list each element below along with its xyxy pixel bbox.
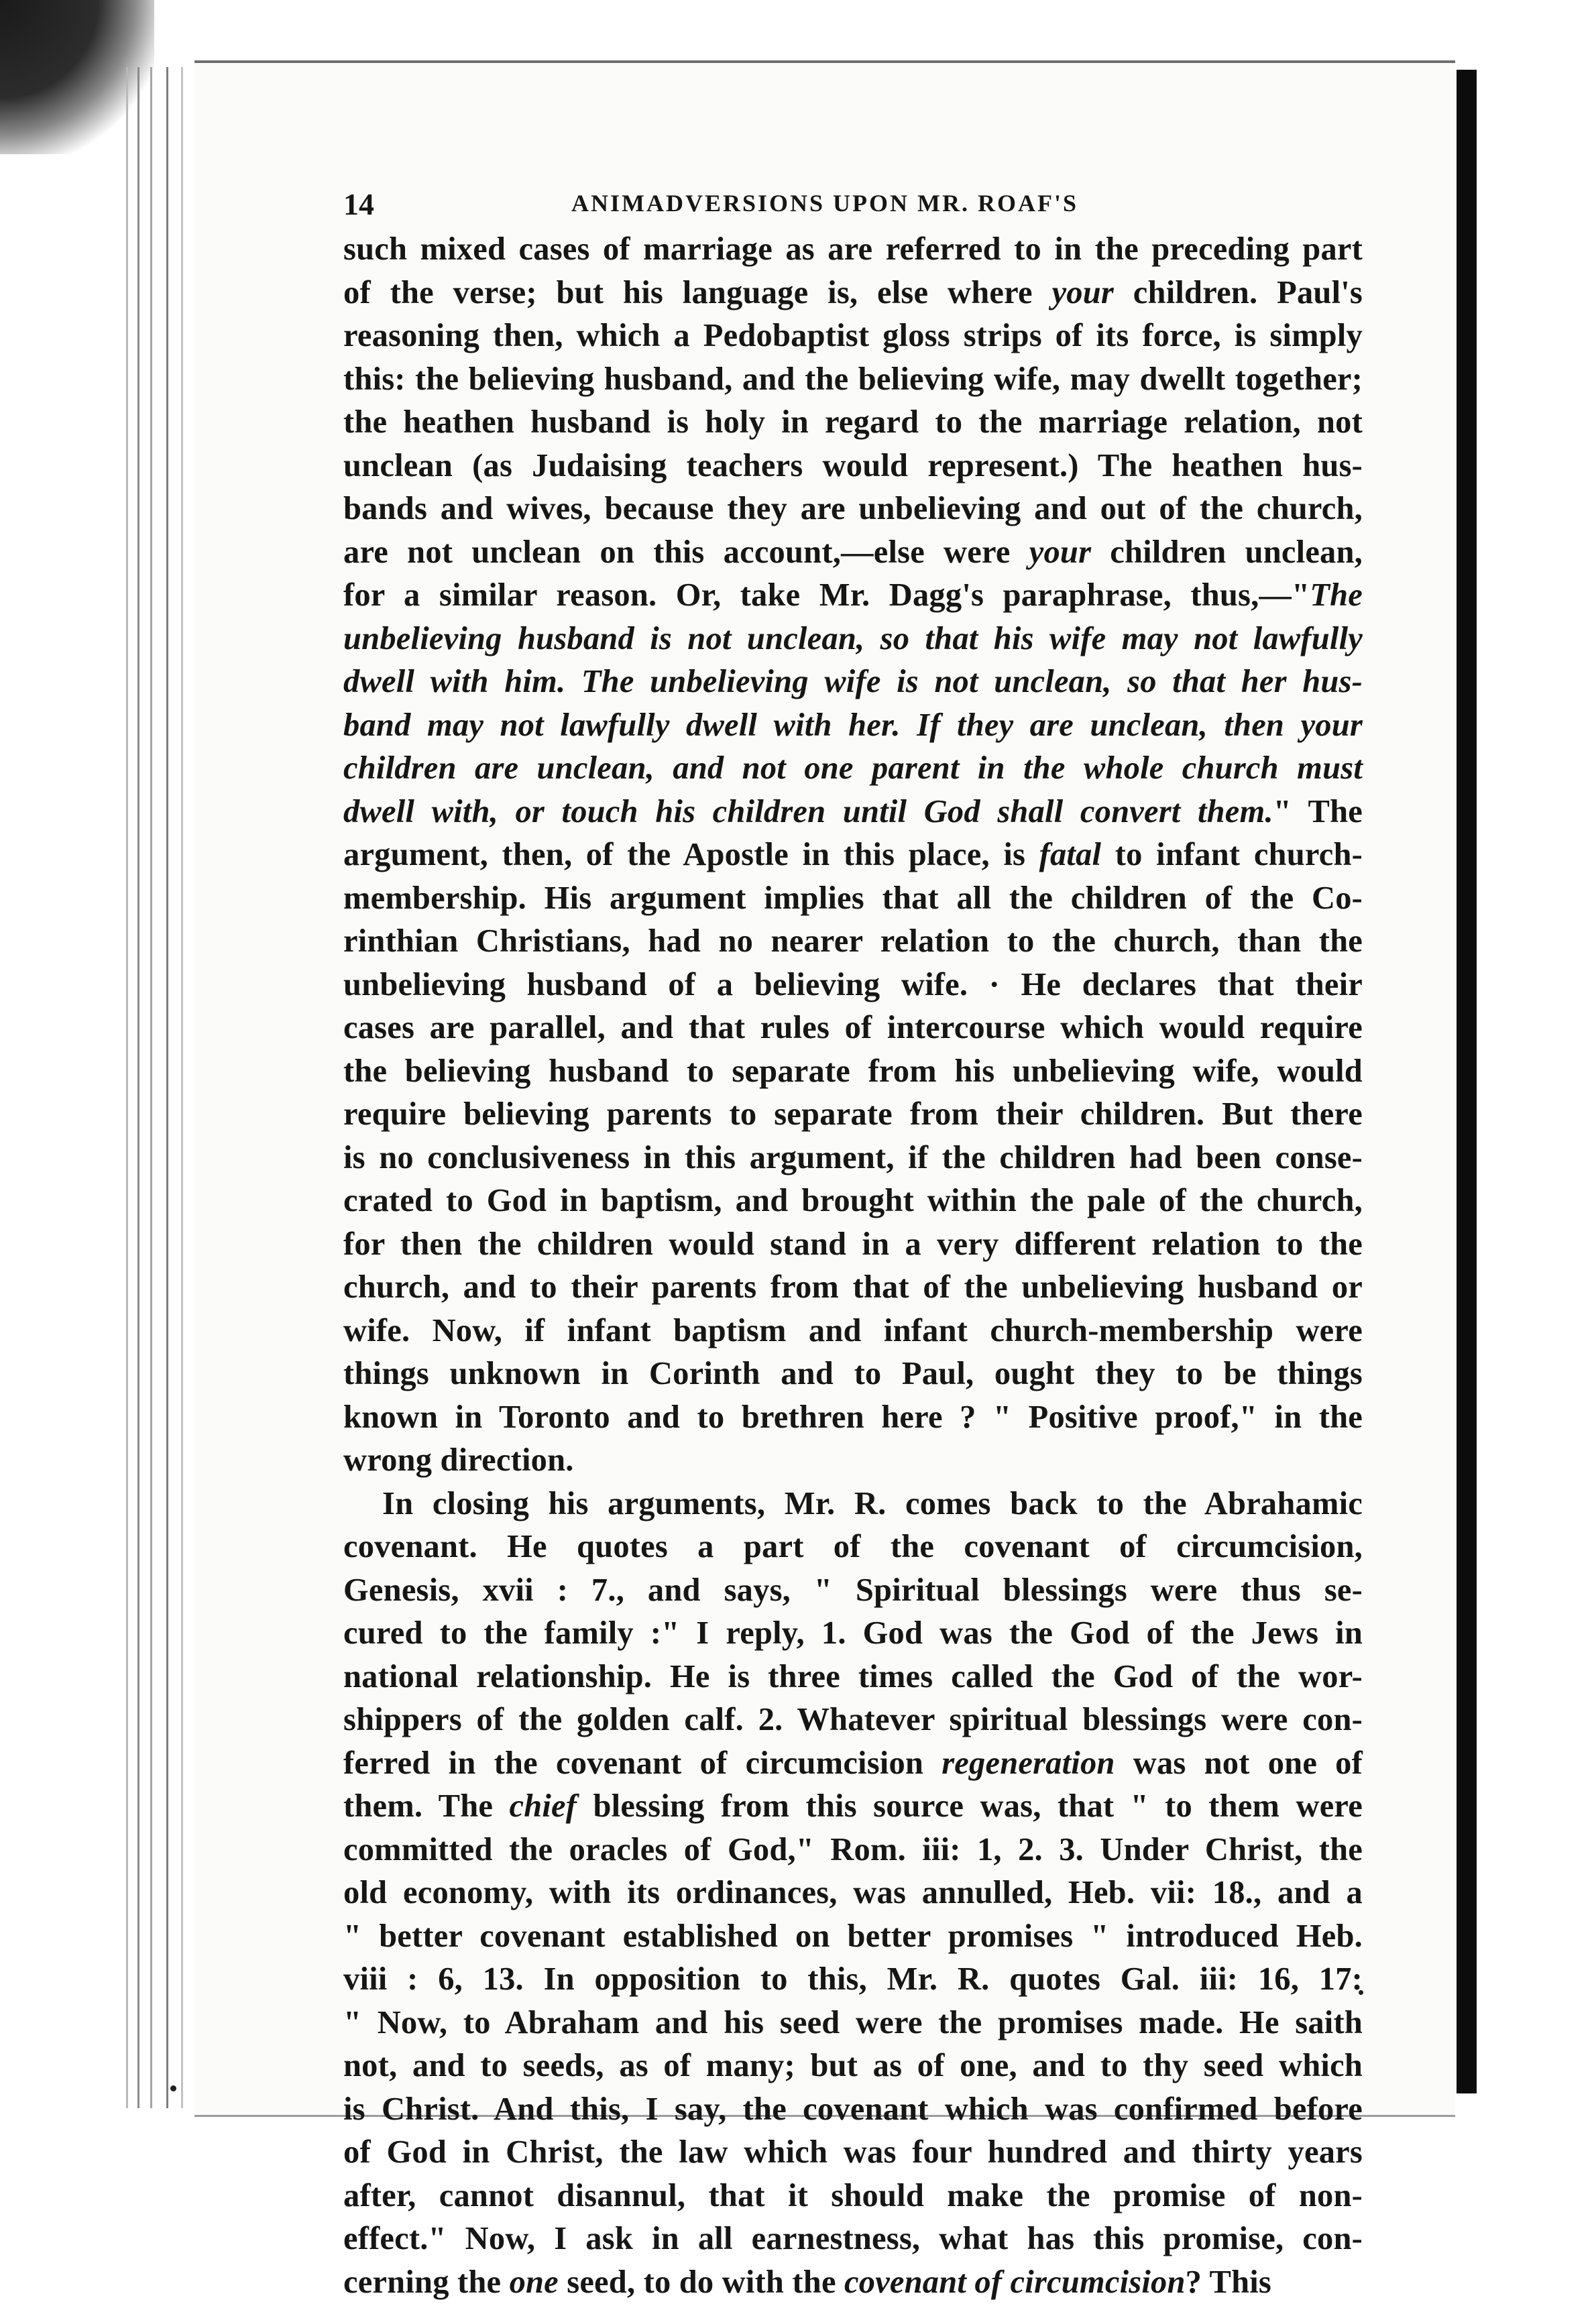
page-edge bbox=[126, 67, 128, 2108]
text-line bbox=[343, 1742, 1363, 1786]
text-run: children unclean, bbox=[1091, 534, 1363, 570]
text-run: national relationship. He is three times called the God of the wor- bbox=[343, 1659, 1363, 1694]
text-line bbox=[343, 1612, 1363, 1656]
text-run: reasoning then, which a Pedobaptist gloss strips of its force, is simply bbox=[343, 318, 1363, 353]
text-run: unbelieving husband of a believing wife. · He declares that their bbox=[343, 967, 1363, 1002]
text-line bbox=[343, 1439, 1363, 1483]
text-line bbox=[343, 2175, 1363, 2218]
text-run: rinthian Christians, had no nearer relation to the church, than the bbox=[343, 923, 1363, 959]
italic-text: unbelieving husband is not unclean, so that his wife may not lawfully bbox=[343, 621, 1363, 656]
text-line bbox=[343, 1698, 1363, 1742]
text-run: of the verse; but his language is, else where bbox=[343, 275, 1052, 310]
text-line bbox=[343, 1656, 1363, 1699]
italic-text: chief bbox=[509, 1788, 577, 1824]
text-line bbox=[343, 1525, 1363, 1569]
text-line bbox=[343, 877, 1363, 921]
text-line bbox=[343, 2002, 1363, 2045]
text-line bbox=[343, 2044, 1363, 2088]
text-line bbox=[343, 445, 1363, 488]
text-line bbox=[343, 358, 1363, 402]
text-run: not, and to seeds, as of many; but as of one, and to thy seed which bbox=[343, 2048, 1363, 2083]
text-run: cerning the bbox=[343, 2264, 510, 2300]
text-run: this: the believing husband, and the believing wife, may dwellt together; bbox=[343, 361, 1363, 397]
text-line bbox=[343, 1785, 1363, 1829]
text-run: " better covenant established on better promises " introduced Heb. bbox=[343, 1918, 1363, 1954]
scan-edge-bar bbox=[1457, 70, 1477, 2093]
text-line bbox=[343, 1396, 1363, 1440]
italic-text: dwell with, or touch his children until God shall convert them. bbox=[343, 794, 1273, 829]
text-run: blessing from this source was, that " to them were bbox=[577, 1788, 1363, 1824]
page-text bbox=[343, 181, 1363, 2304]
page-edge bbox=[166, 67, 168, 2108]
text-run: unclean (as Judaising teachers would represent.) The heathen hus- bbox=[343, 448, 1363, 483]
text-line bbox=[343, 833, 1363, 877]
text-line bbox=[343, 1050, 1363, 1094]
text-run: such mixed cases of marriage as are referred to in the preceding part bbox=[343, 231, 1363, 267]
text-line bbox=[343, 1958, 1363, 2002]
text-run: bands and wives, because they are unbelieving and out of the church, bbox=[343, 491, 1363, 526]
text-run: require believing parents to separate from their children. But there bbox=[343, 1096, 1363, 1132]
text-run: crated to God in baptism, and brought within the pale of the church, bbox=[343, 1183, 1363, 1218]
text-line bbox=[343, 1223, 1363, 1267]
text-line bbox=[343, 618, 1363, 661]
text-line bbox=[343, 660, 1363, 704]
text-line bbox=[343, 574, 1363, 618]
text-run: " Now, to Abraham and his seed were the promises made. He saith bbox=[343, 2005, 1363, 2040]
ink-speck bbox=[170, 2085, 176, 2091]
text-line bbox=[343, 1915, 1363, 1959]
running-head bbox=[343, 181, 1363, 228]
text-run: ferred in the covenant of circumcision bbox=[343, 1745, 942, 1781]
italic-text: dwell with him. The unbelieving wife is not unclean, so that her hus- bbox=[343, 664, 1363, 699]
text-run: effect." Now, I ask in all earnestness, what has this promise, con- bbox=[343, 2221, 1363, 2256]
page-number: 14 bbox=[343, 186, 374, 222]
text-run: was not one of bbox=[1115, 1745, 1363, 1781]
text-run: Genesis, xvii : 7., and says, " Spiritual blessings were thus se- bbox=[343, 1572, 1363, 1608]
text-run: In closing his arguments, Mr. R. comes back to the Abrahamic bbox=[382, 1486, 1363, 1521]
text-line bbox=[343, 964, 1363, 1007]
text-line bbox=[343, 920, 1363, 964]
text-run: is no conclusiveness in this argument, if the children had been conse- bbox=[343, 1140, 1363, 1175]
text-run: for then the children would stand in a very different relation to the bbox=[343, 1226, 1363, 1262]
page-edge bbox=[181, 67, 183, 2108]
italic-text: fatal bbox=[1039, 837, 1102, 872]
running-title: ANIMADVERSIONS UPON MR. ROAF'S bbox=[571, 189, 1078, 217]
text-run: the believing husband to separate from his unbelieving wife, would bbox=[343, 1053, 1363, 1089]
text-line bbox=[343, 1310, 1363, 1353]
text-run: membership. His argument implies that all the children of the Co- bbox=[343, 880, 1363, 916]
text-run: known in Toronto and to brethren here ? " Positive proof," in the bbox=[343, 1399, 1363, 1435]
text-line bbox=[343, 704, 1363, 748]
text-run: are not unclean on this account,—else were bbox=[343, 534, 1029, 570]
text-line bbox=[343, 1006, 1363, 1050]
italic-text: children are unclean, and not one parent in the whole church must bbox=[343, 750, 1363, 786]
text-run: " The bbox=[1273, 794, 1363, 829]
text-line bbox=[343, 2088, 1363, 2132]
text-line bbox=[343, 487, 1363, 531]
text-line bbox=[343, 2217, 1363, 2261]
page-edge bbox=[137, 67, 139, 2108]
text-line bbox=[343, 531, 1363, 575]
italic-text: covenant of circumcision bbox=[844, 2264, 1186, 2300]
text-run: viii : 6, 13. In opposition to this, Mr. R. quotes Gal. iii: 16, 17: bbox=[343, 1961, 1363, 1997]
text-line bbox=[343, 1179, 1363, 1223]
text-run: ? This bbox=[1186, 2264, 1271, 2300]
text-line bbox=[343, 1352, 1363, 1396]
italic-text: your bbox=[1029, 534, 1091, 570]
text-run: them. The bbox=[343, 1788, 509, 1824]
text-run: cured to the family :" I reply, 1. God was the God of the Jews in bbox=[343, 1615, 1363, 1651]
text-run: shippers of the golden calf. 2. Whatever spiritual blessings were con- bbox=[343, 1702, 1363, 1737]
text-line bbox=[343, 1569, 1363, 1613]
page-edge bbox=[150, 67, 152, 2108]
text-line bbox=[343, 1829, 1363, 1872]
text-line bbox=[343, 1137, 1363, 1180]
text-run: cases are parallel, and that rules of intercourse which would require bbox=[343, 1010, 1363, 1045]
italic-text: one bbox=[510, 2264, 559, 2300]
text-run: covenant. He quotes a part of the covenant of circumcision, bbox=[343, 1529, 1363, 1564]
text-line bbox=[343, 2261, 1363, 2304]
italic-text: your bbox=[1052, 275, 1114, 310]
italic-text: band may not lawfully dwell with her. If they are unclean, then your bbox=[343, 707, 1363, 743]
text-line bbox=[343, 314, 1363, 358]
text-run: seed, to do with the bbox=[559, 2264, 844, 2300]
text-run: wrong direction. bbox=[343, 1442, 574, 1478]
text-line bbox=[343, 2131, 1363, 2175]
text-line bbox=[343, 1483, 1363, 1526]
text-line bbox=[343, 1266, 1363, 1310]
text-run: wife. Now, if infant baptism and infant church-membership were bbox=[343, 1313, 1363, 1348]
text-line bbox=[343, 401, 1363, 445]
text-run: to infant church- bbox=[1101, 837, 1363, 872]
text-run: the heathen husband is holy in regard to the marriage relation, not bbox=[343, 404, 1363, 440]
text-run: after, cannot disannul, that it should make the promise of non- bbox=[343, 2178, 1363, 2213]
text-run: things unknown in Corinth and to Paul, ought they to be things bbox=[343, 1356, 1363, 1391]
text-run: old economy, with its ordinances, was annulled, Heb. vii: 18., and a bbox=[343, 1875, 1363, 1910]
text-line bbox=[343, 1871, 1363, 1915]
text-run: argument, then, of the Apostle in this place, is bbox=[343, 837, 1039, 872]
italic-text: The bbox=[1310, 577, 1363, 613]
torn-corner bbox=[0, 0, 154, 154]
body-text bbox=[343, 228, 1363, 2304]
text-run: church, and to their parents from that of the unbelieving husband or bbox=[343, 1269, 1363, 1305]
text-line bbox=[343, 791, 1363, 834]
italic-text: regeneration bbox=[942, 1745, 1115, 1781]
text-line bbox=[343, 1093, 1363, 1137]
text-run: for a similar reason. Or, take Mr. Dagg's paraphrase, thus,—" bbox=[343, 577, 1310, 613]
text-line bbox=[343, 228, 1363, 272]
text-line bbox=[343, 747, 1363, 791]
text-run: children. Paul's bbox=[1114, 275, 1363, 310]
text-line bbox=[343, 272, 1363, 315]
text-run: is Christ. And this, I say, the covenant which was confirmed before bbox=[343, 2091, 1363, 2127]
text-run: committed the oracles of God," Rom. iii: 1, 2. 3. Under Christ, the bbox=[343, 1832, 1363, 1867]
text-run: of God in Christ, the law which was four hundred and thirty years bbox=[343, 2134, 1363, 2170]
